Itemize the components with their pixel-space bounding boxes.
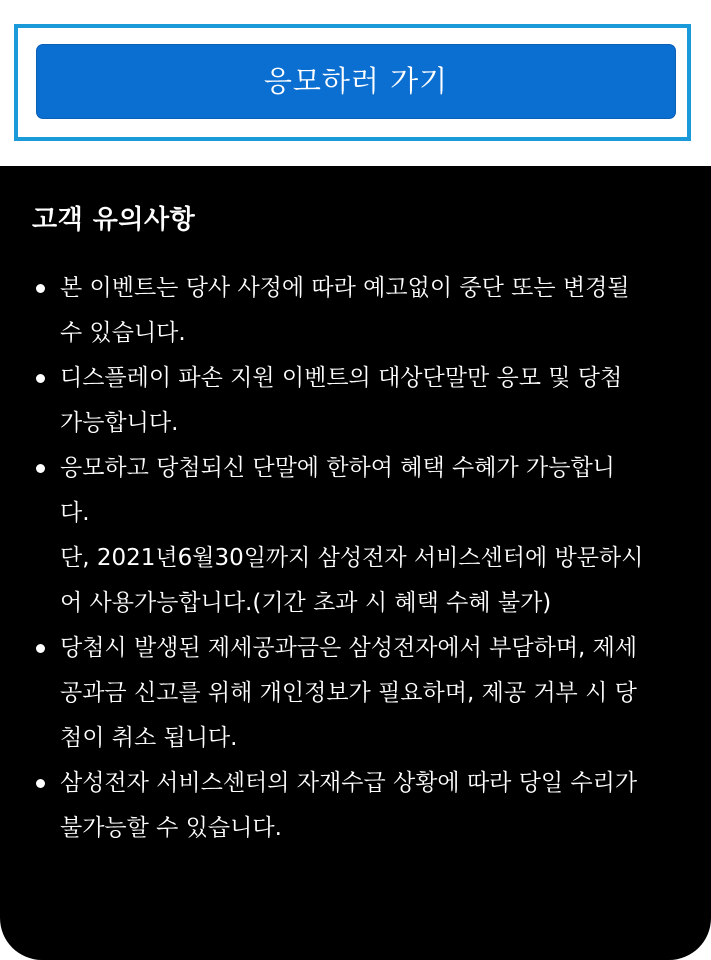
notice-text-line: 디스플레이 파손 지원 이벤트의 대상단말만 응모 및 당첨 (60, 365, 623, 391)
notice-text-line: 단, 2021년6월30일까지 삼성전자 서비스센터에 방문하시 (60, 545, 644, 571)
customer-notice-panel (0, 166, 711, 960)
notice-item-1 (32, 266, 683, 356)
apply-button[interactable]: 응모하러 가기 (36, 44, 676, 119)
bullet-icon (36, 374, 45, 383)
notice-text-line: 본 이벤트는 당사 사정에 따라 예고없이 중단 또는 변경될 (60, 275, 630, 301)
bullet-icon (36, 644, 45, 653)
notice-item-5 (32, 761, 683, 851)
customer-notice-title: 고객 유의사항 (32, 205, 196, 235)
bullet-icon (36, 464, 45, 473)
notice-text-line: 응모하고 당첨되신 단말에 한하여 혜택 수혜가 가능합니 (60, 455, 615, 481)
notice-text-line: 삼성전자 서비스센터의 자재수급 상황에 따라 당일 수리가 (60, 770, 638, 796)
apply-section (0, 0, 711, 166)
notice-text-line: 수 있습니다. (60, 320, 186, 346)
bullet-icon (36, 284, 45, 293)
notice-item-4 (32, 626, 683, 761)
bullet-icon (36, 779, 45, 788)
notice-text-line: 다. (60, 500, 90, 526)
notice-text-line: 공과금 신고를 위해 개인정보가 필요하며, 제공 거부 시 당 (60, 680, 637, 706)
notice-text-line: 불가능할 수 있습니다. (60, 815, 282, 841)
notice-text-line: 어 사용가능합니다.(기간 초과 시 혜택 수혜 불가) (60, 590, 552, 616)
notice-text-line: 첨이 취소 됩니다. (60, 725, 238, 751)
notice-item-3 (32, 446, 683, 626)
notice-text-line: 가능합니다. (60, 410, 179, 436)
notice-item-2 (32, 356, 683, 446)
customer-notice-list (32, 266, 683, 851)
notice-text-line: 당첨시 발생된 제세공과금은 삼성전자에서 부담하며, 제세 (60, 635, 638, 661)
